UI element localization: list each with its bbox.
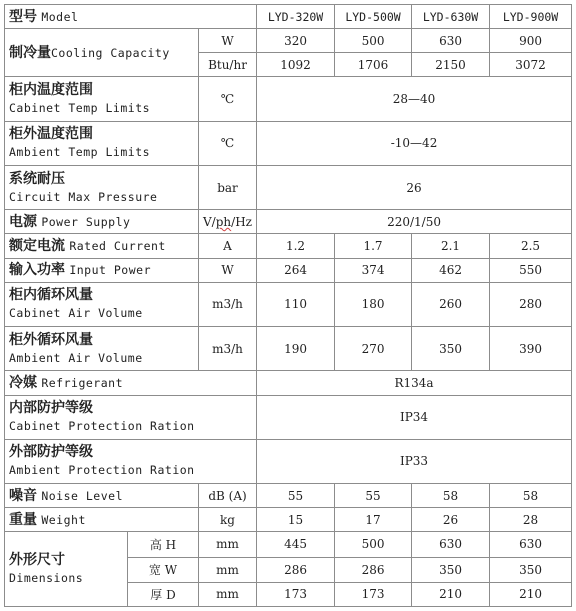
value-cell: 900 xyxy=(490,29,572,53)
value-cell: 445 xyxy=(257,532,335,557)
row-rated-current xyxy=(5,234,572,258)
unit-cell: mm xyxy=(199,557,257,582)
unit-cell: ℃ xyxy=(199,77,257,121)
label-dimensions: 外形尺寸 Dimensions xyxy=(5,532,128,607)
label-cooling: 制冷量Cooling Capacity xyxy=(5,29,199,77)
value-cell: 180 xyxy=(335,282,412,326)
value-cell: 173 xyxy=(335,582,412,606)
unit-cell: kg xyxy=(199,508,257,532)
value-cell: 2.1 xyxy=(412,234,490,258)
label-cabinet-protection: 内部防护等级 Cabinet Protection Ration xyxy=(5,395,257,439)
unit-cell: ℃ xyxy=(199,121,257,165)
unit-cell: dB (A) xyxy=(199,484,257,508)
value-cell: R134a xyxy=(257,371,572,395)
unit-cell: m3/h xyxy=(199,327,257,371)
value-cell: 210 xyxy=(412,582,490,606)
value-cell: 17 xyxy=(335,508,412,532)
value-cell: 1092 xyxy=(257,53,335,77)
unit-cell: m3/h xyxy=(199,282,257,326)
value-cell: 15 xyxy=(257,508,335,532)
value-cell: 270 xyxy=(335,327,412,371)
row-ambient-protection xyxy=(5,439,572,483)
label-cabinet-air: 柜内循环风量 Cabinet Air Volume xyxy=(5,282,199,326)
label-input-power: 输入功率 Input Power xyxy=(5,258,199,282)
unit-cell: W xyxy=(199,258,257,282)
label-refrigerant: 冷媒 Refrigerant xyxy=(5,371,257,395)
value-cell: 26 xyxy=(412,508,490,532)
value-cell: 500 xyxy=(335,532,412,557)
unit-cell: A xyxy=(199,234,257,258)
value-cell: 2.5 xyxy=(490,234,572,258)
row-input-power xyxy=(5,258,572,282)
spec-table xyxy=(4,4,572,607)
value-cell: 350 xyxy=(490,557,572,582)
model-col-2: LYD-500W xyxy=(335,5,412,29)
row-ambient-temp xyxy=(5,121,572,165)
label-power-supply: 电源 Power Supply xyxy=(5,210,199,234)
unit-cell: V/ph/Hz xyxy=(199,210,257,234)
value-cell: 630 xyxy=(490,532,572,557)
value-cell: 630 xyxy=(412,29,490,53)
value-cell: 350 xyxy=(412,327,490,371)
label-ambient-temp: 柜外温度范围 Ambient Temp Limits xyxy=(5,121,199,165)
row-circuit-pressure xyxy=(5,166,572,210)
row-refrigerant xyxy=(5,371,572,395)
value-cell: 28 xyxy=(490,508,572,532)
label-circuit-pressure: 系统耐压 Circuit Max Pressure xyxy=(5,166,199,210)
value-cell: 1706 xyxy=(335,53,412,77)
label-ambient-air: 柜外循环风量 Ambient Air Volume xyxy=(5,327,199,371)
value-cell: 58 xyxy=(490,484,572,508)
value-cell: 374 xyxy=(335,258,412,282)
value-cell: 58 xyxy=(412,484,490,508)
value-cell: 630 xyxy=(412,532,490,557)
value-cell: 110 xyxy=(257,282,335,326)
row-ambient-air xyxy=(5,327,572,371)
unit-cell: mm xyxy=(199,532,257,557)
value-cell: 264 xyxy=(257,258,335,282)
value-cell: IP33 xyxy=(257,439,572,483)
value-cell: 280 xyxy=(490,282,572,326)
label-model: 型号 Model xyxy=(5,5,257,29)
value-cell: 1.7 xyxy=(335,234,412,258)
unit-cell: mm xyxy=(199,582,257,606)
value-cell: 3072 xyxy=(490,53,572,77)
row-dim-h xyxy=(5,532,572,557)
row-cooling-w xyxy=(5,29,572,53)
value-cell: 220/1/50 xyxy=(257,210,572,234)
model-col-3: LYD-630W xyxy=(412,5,490,29)
value-cell: 210 xyxy=(490,582,572,606)
row-cabinet-protection xyxy=(5,395,572,439)
value-cell: 55 xyxy=(335,484,412,508)
value-cell: -10—42 xyxy=(257,121,572,165)
value-cell: 2150 xyxy=(412,53,490,77)
value-cell: 190 xyxy=(257,327,335,371)
dim-sub-label: 厚 D xyxy=(128,582,199,606)
value-cell: IP34 xyxy=(257,395,572,439)
label-weight: 重量 Weight xyxy=(5,508,199,532)
value-cell: 320 xyxy=(257,29,335,53)
row-cabinet-temp xyxy=(5,77,572,121)
unit-cell: W xyxy=(199,29,257,53)
row-weight xyxy=(5,508,572,532)
row-noise xyxy=(5,484,572,508)
row-model xyxy=(5,5,572,29)
model-col-4: LYD-900W xyxy=(490,5,572,29)
value-cell: 550 xyxy=(490,258,572,282)
value-cell: 462 xyxy=(412,258,490,282)
value-cell: 286 xyxy=(257,557,335,582)
label-cabinet-temp: 柜内温度范围 Cabinet Temp Limits xyxy=(5,77,199,121)
unit-cell: bar xyxy=(199,166,257,210)
value-cell: 55 xyxy=(257,484,335,508)
label-ambient-protection: 外部防护等级 Ambient Protection Ration xyxy=(5,439,257,483)
value-cell: 173 xyxy=(257,582,335,606)
value-cell: 350 xyxy=(412,557,490,582)
unit-cell: Btu/hr xyxy=(199,53,257,77)
row-power-supply xyxy=(5,210,572,234)
dim-sub-label: 宽 W xyxy=(128,557,199,582)
label-noise: 噪音 Noise Level xyxy=(5,484,199,508)
value-cell: 500 xyxy=(335,29,412,53)
value-cell: 286 xyxy=(335,557,412,582)
model-col-1: LYD-320W xyxy=(257,5,335,29)
value-cell: 1.2 xyxy=(257,234,335,258)
label-rated-current: 额定电流 Rated Current xyxy=(5,234,199,258)
value-cell: 390 xyxy=(490,327,572,371)
row-cabinet-air xyxy=(5,282,572,326)
value-cell: 28—40 xyxy=(257,77,572,121)
dim-sub-label: 高 H xyxy=(128,532,199,557)
value-cell: 260 xyxy=(412,282,490,326)
value-cell: 26 xyxy=(257,166,572,210)
